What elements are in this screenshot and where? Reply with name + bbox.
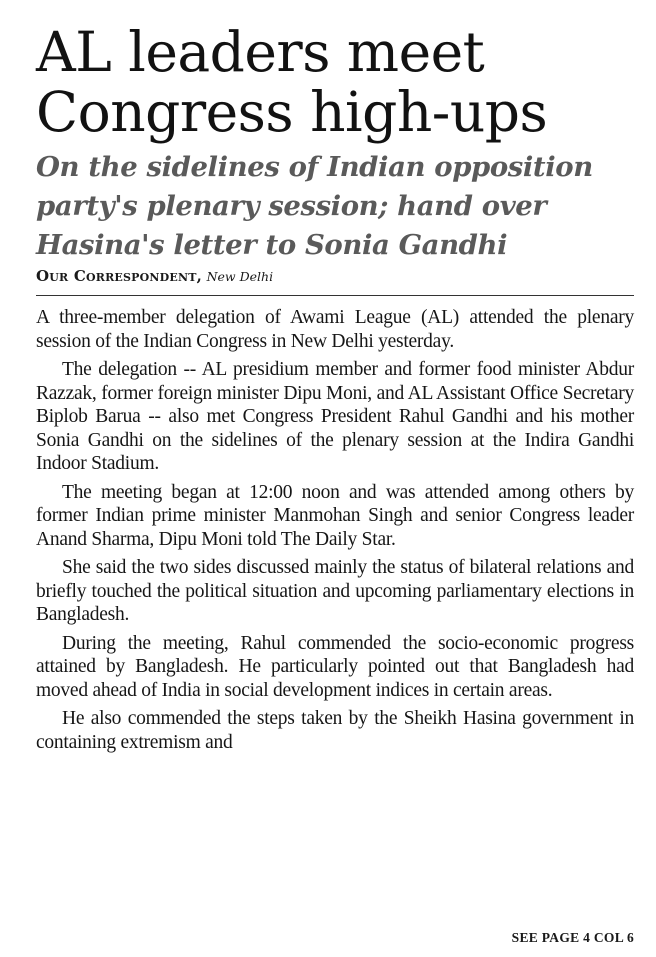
- subhead-line-1: On the sidelines of Indian opposition: [36, 151, 593, 183]
- paragraph: A three-member delegation of Awami League (AL) attended the plenary session of the Indian Congress in New Delhi yesterday.: [36, 307, 634, 352]
- byline: [36, 267, 634, 296]
- paragraph: He also commended the steps taken by the Sheikh Hasina government in containing extremism and: [36, 708, 634, 753]
- article-body: [36, 306, 634, 754]
- paragraph: She said the two sides discussed mainly the status of bilateral relations and briefly touched the political situation and upcoming parliamentary elections in Bangladesh.: [36, 557, 634, 625]
- paragraph: The delegation -- AL presidium member and former food minister Abdur Razzak, former foreign minister Dipu Moni, and AL Assistant Office Secretary Biplob Barua -- also met Congress President Rahul Gandhi and his mother Sonia Gandhi on the sidelines of the plenary session at the Indira Gandhi Indoor Stadium.: [36, 359, 634, 474]
- headline: [36, 22, 634, 142]
- paragraph: During the meeting, Rahul commended the socio-economic progress attained by Bangladesh. He particularly pointed out that Bangladesh had moved ahead of India in social development indices in certain areas.: [36, 632, 634, 701]
- continued-on-page-link[interactable]: SEE PAGE 4 COL 6: [511, 930, 634, 945]
- subheadline: [36, 148, 634, 265]
- paragraph: The meeting began at 12:00 noon and was attended among others by former Indian prime minister Manmohan Singh and senior Congress leader Anand Sharma, Dipu Moni told The Daily Star.: [36, 481, 634, 550]
- headline-line-2: Congress high-ups: [36, 80, 548, 144]
- subhead-line-2: party's plenary session; hand over: [36, 190, 547, 222]
- byline-location: New Delhi: [206, 269, 274, 284]
- byline-author: Our Correspondent,: [36, 267, 203, 285]
- subhead-line-3: Hasina's letter to Sonia Gandhi: [36, 229, 508, 261]
- headline-line-1: AL leaders meet: [36, 20, 485, 84]
